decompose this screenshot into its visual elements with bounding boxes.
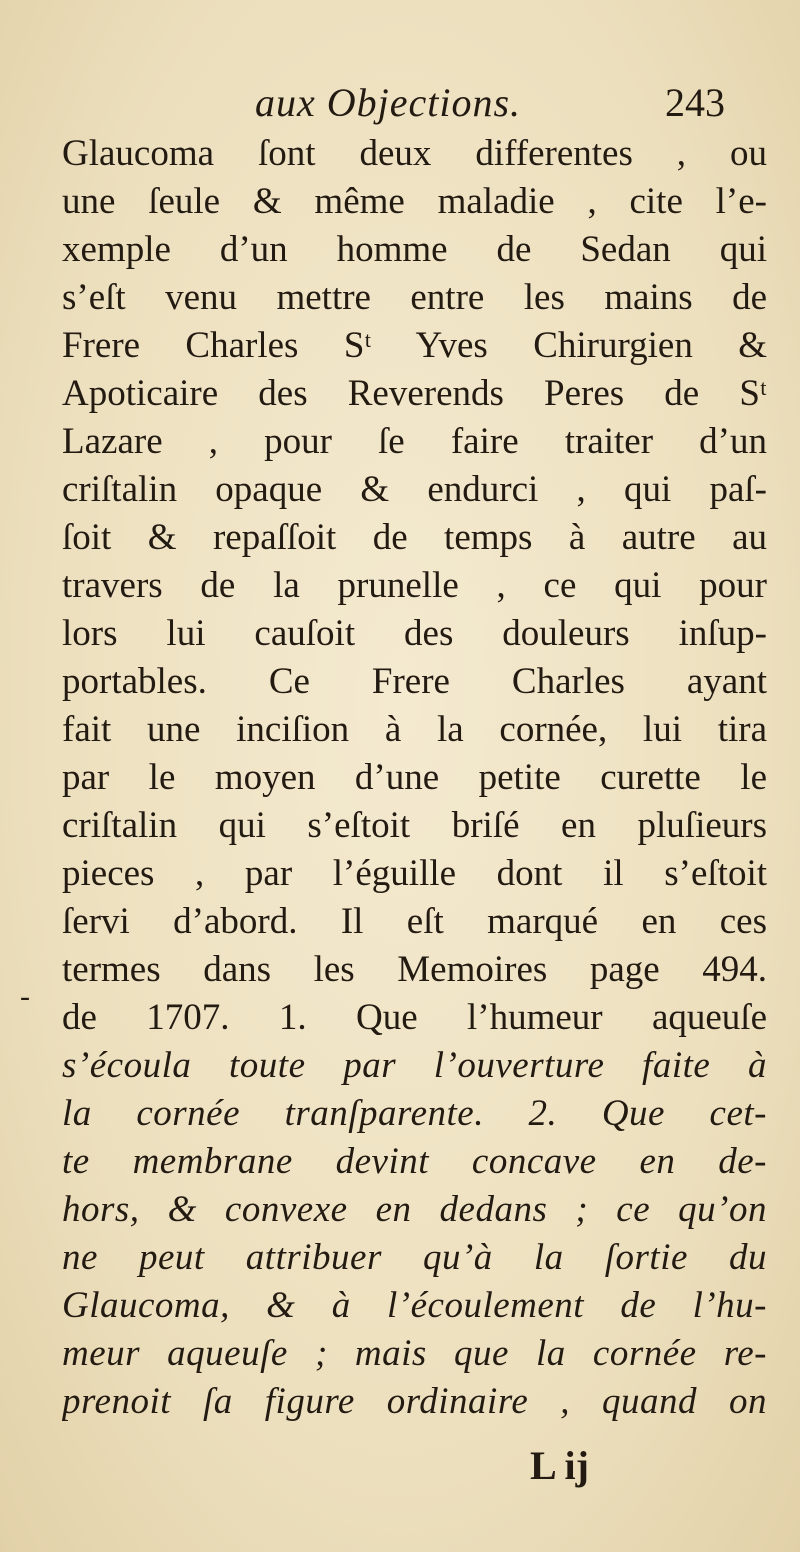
margin-mark: - bbox=[20, 980, 30, 1013]
text-line: s’écoula toute par l’ouverture faite à bbox=[62, 1045, 767, 1086]
text-line: meur aqueuſe ; mais que la cornée re- bbox=[62, 1333, 767, 1374]
text-line: te membrane devint concave en de- bbox=[62, 1141, 767, 1182]
signature-mark: L ij bbox=[530, 1443, 589, 1488]
text-line: ſoit & repaſſoit de temps à autre au bbox=[62, 517, 767, 558]
text-line: termes dans les Memoires page 494. bbox=[62, 949, 767, 990]
text-line: pieces , par l’éguille dont il s’eſtoit bbox=[62, 853, 767, 894]
text-line: xemple d’un homme de Sedan qui bbox=[62, 229, 767, 270]
text-line: Lazare , pour ſe faire traiter d’un bbox=[62, 421, 767, 462]
text-line: criſtalin opaque & endurci , qui paſ- bbox=[62, 469, 767, 510]
text-line: s’eſt venu mettre entre les mains de bbox=[62, 277, 767, 318]
text-line: Glaucoma ſont deux differentes , ou bbox=[62, 133, 767, 174]
text-line: ſervi d’abord. Il eſt marqué en ces bbox=[62, 901, 767, 942]
text-line: portables. Ce Frere Charles ayant bbox=[62, 661, 767, 702]
text-line: fait une inciſion à la cornée, lui tira bbox=[62, 709, 767, 750]
text-line: lors lui cauſoit des douleurs inſup- bbox=[62, 613, 767, 654]
text-line: la cornée tranſparente. 2. Que cet- bbox=[62, 1093, 767, 1134]
text-line: criſtalin qui s’eſtoit briſé en pluſieurs bbox=[62, 805, 767, 846]
text-line: de 1707. 1. Que l’humeur aqueuſe bbox=[62, 997, 767, 1038]
text-line: ne peut attribuer qu’à la ſortie du bbox=[62, 1237, 767, 1278]
text-line: Frere Charles Sᵗ Yves Chirurgien & bbox=[62, 325, 767, 366]
text-line: une ſeule & même maladie , cite l’e- bbox=[62, 181, 767, 222]
running-head: aux Objections. bbox=[255, 80, 522, 125]
body-text bbox=[62, 130, 767, 1426]
page-header bbox=[0, 78, 800, 128]
text-line: prenoit ſa figure ordinaire , quand on bbox=[62, 1381, 767, 1422]
text-line: travers de la prunelle , ce qui pour bbox=[62, 565, 767, 606]
text-line: par le moyen d’une petite curette le bbox=[62, 757, 767, 798]
page-number: 243 bbox=[665, 80, 725, 125]
text-line: Glaucoma, & à l’écoulement de l’hu- bbox=[62, 1285, 767, 1326]
text-line: Apoticaire des Reverends Peres de Sᵗ bbox=[62, 373, 767, 414]
text-line: hors, & convexe en dedans ; ce qu’on bbox=[62, 1189, 767, 1230]
